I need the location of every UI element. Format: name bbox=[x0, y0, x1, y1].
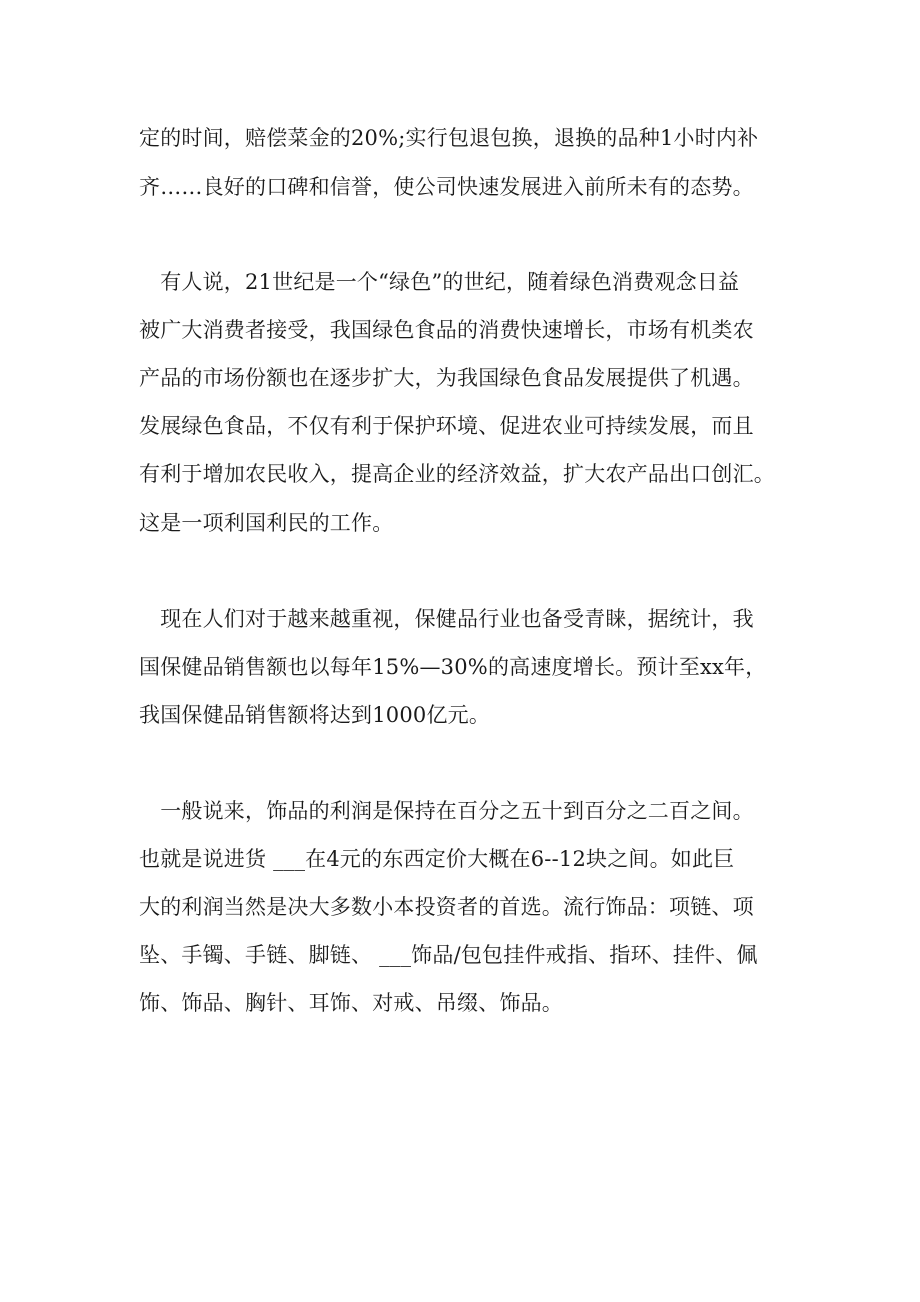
paragraph-4-line-4: 坠、手镯、手链、脚链、 ___饰品/包包挂件戒指、指环、挂件、佩 bbox=[139, 943, 758, 967]
paragraph-2-line-5: 有利于增加农民收入，提高企业的经济效益，扩大农产品出口创汇。 bbox=[139, 462, 775, 486]
paragraph-2-line-6: 这是一项利国利民的工作。 bbox=[139, 511, 394, 535]
paragraph-2-line-4: 发展绿色食品，不仅有利于保护环境、促进农业可持续发展，而且 bbox=[139, 414, 754, 438]
paragraph-3-line-3: 我国保健品销售额将达到1000亿元。 bbox=[139, 703, 491, 727]
paragraph-3-line-2: 国保健品销售额也以每年15%—30%的高速度增长。预计至xx年， bbox=[139, 655, 767, 679]
paragraph-4-line-5: 饰、饰品、胸针、耳饰、对戒、吊缀、饰品。 bbox=[139, 991, 563, 1015]
paragraph-4-line-1: 一般说来，饰品的利润是保持在百分之五十到百分之二百之间。 bbox=[139, 799, 754, 823]
paragraph-2-line-2: 被广大消费者接受，我国绿色食品的消费快速增长，市场有机类农 bbox=[139, 318, 754, 342]
paragraph-2-line-1: 有人说，21世纪是一个“绿色”的世纪，随着绿色消费观念日益 bbox=[139, 270, 740, 294]
paragraph-1-line-2: 齐……良好的口碑和信誉，使公司快速发展进入前所未有的态势。 bbox=[139, 175, 754, 199]
paragraph-2-line-3: 产品的市场份额也在逐步扩大，为我国绿色食品发展提供了机遇。 bbox=[139, 366, 754, 390]
paragraph-4-line-2: 也就是说进货 ___在4元的东西定价大概在6--12块之间。如此巨 bbox=[139, 847, 735, 871]
paragraph-1-line-1: 定的时间，赔偿菜金的20%;实行包退包换，退换的品种1小时内补 bbox=[139, 126, 759, 150]
paragraph-4-line-3: 大的利润当然是决大多数小本投资者的首选。流行饰品：项链、项 bbox=[139, 895, 754, 919]
paragraph-3-line-1: 现在人们对于越来越重视，保健品行业也备受青睐，据统计，我 bbox=[139, 607, 754, 631]
